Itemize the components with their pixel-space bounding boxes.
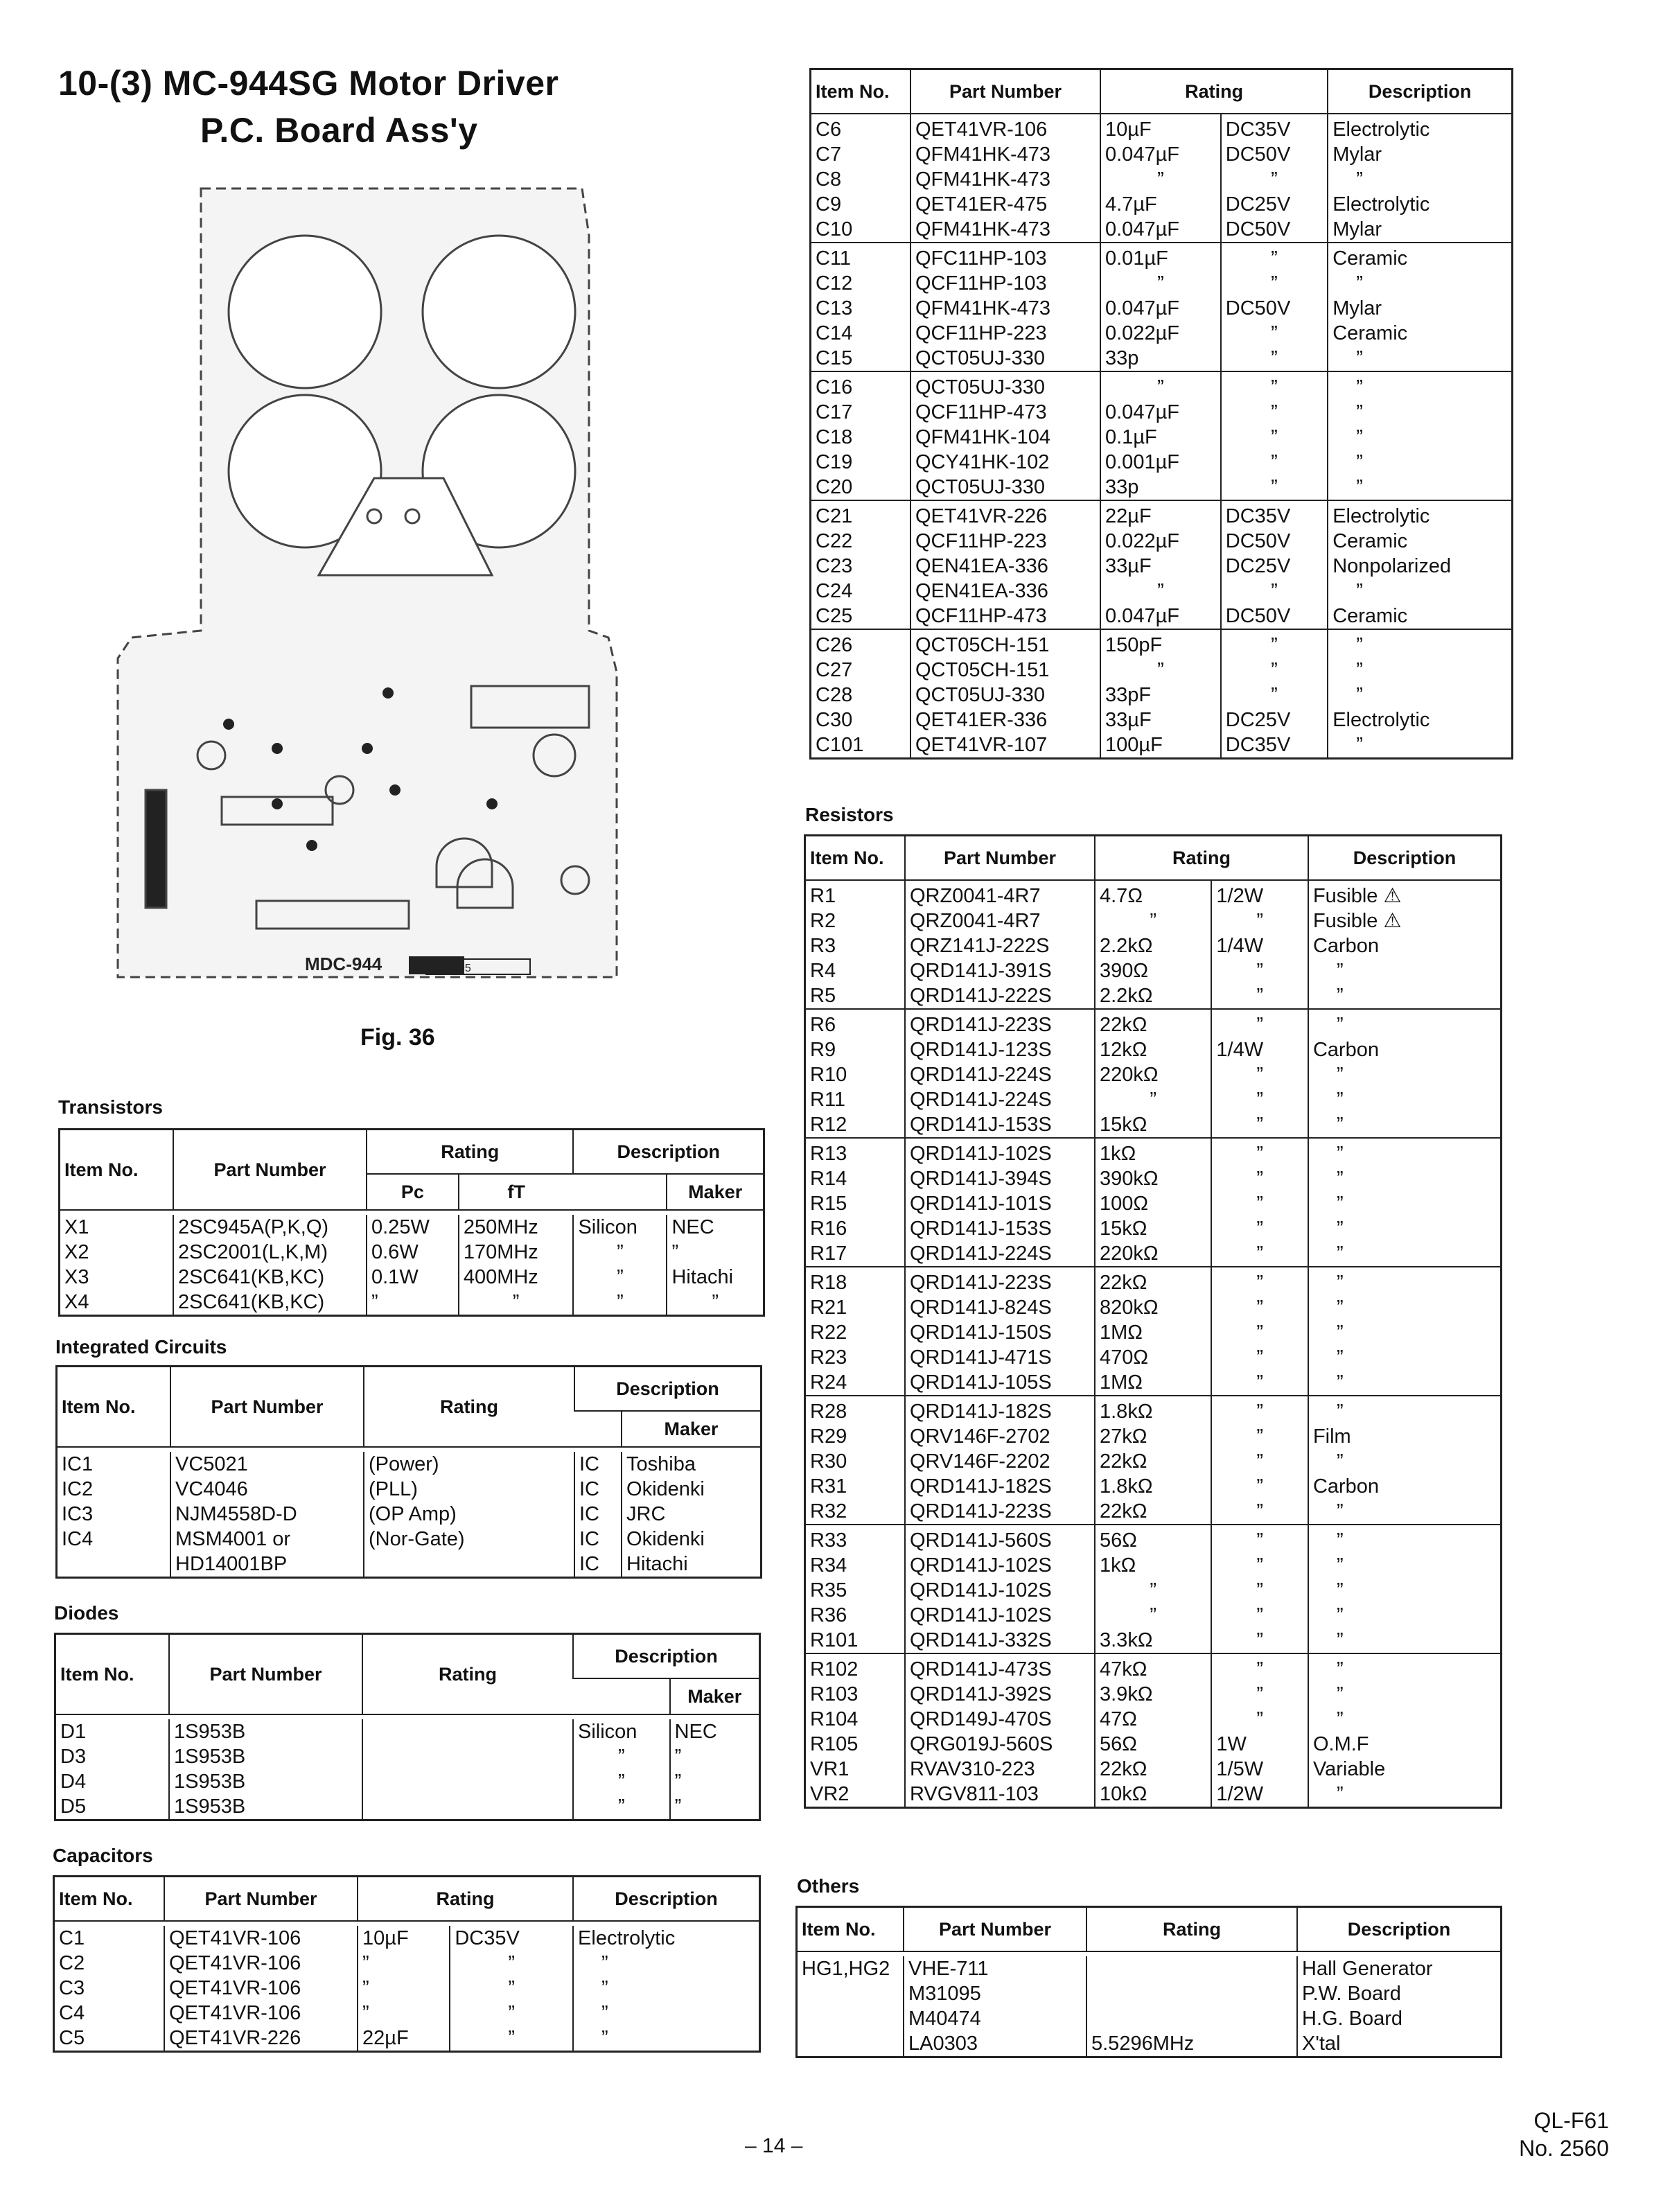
table-row: R34 QRD141J-102S 1kΩ ” ”: [805, 1553, 1502, 1578]
table-row: C7 QFM41HK-473 0.047µF DC50V Mylar: [811, 142, 1513, 167]
table-row: C26 QCT05CH-151 150pF ” ”: [811, 629, 1513, 658]
page-number: – 14 –: [745, 2134, 803, 2157]
footer: [1519, 2107, 1609, 2162]
table-row: R32 QRD141J-223S 22kΩ ” ”: [805, 1499, 1502, 1525]
th-part: Part Number: [173, 1130, 367, 1211]
table-row: R9 QRD141J-123S 12kΩ 1/4W Carbon: [805, 1037, 1502, 1062]
table-row: HD14001BP IC Hitachi: [57, 1552, 762, 1578]
transistors-table: [58, 1128, 765, 1317]
table-row: C101 QET41VR-107 100µF DC35V ”: [811, 732, 1513, 759]
table-row: C22 QCF11HP-223 0.022µF DC50V Ceramic: [811, 529, 1513, 554]
table-row: C20 QCT05UJ-330 33p ” ”: [811, 475, 1513, 500]
table-row: C16 QCT05UJ-330 ” ” ”: [811, 371, 1513, 400]
table-row: R14 QRD141J-394S 390kΩ ” ”: [805, 1166, 1502, 1191]
table-row: R21 QRD141J-824S 820kΩ ” ”: [805, 1295, 1502, 1320]
table-row: R35 QRD141J-102S ” ” ”: [805, 1578, 1502, 1603]
table-row: C8 QFM41HK-473 ” ” ”: [811, 167, 1513, 192]
resistors-label: Resistors: [805, 804, 894, 825]
table-row: C27 QCT05CH-151 ” ” ”: [811, 658, 1513, 683]
table-row: R33 QRD141J-560S 56Ω ” ”: [805, 1525, 1502, 1553]
table-row: R24 QRD141J-105S 1MΩ ” ”: [805, 1370, 1502, 1396]
table-row: IC3 NJM4558D-D (OP Amp) IC JRC: [57, 1502, 762, 1527]
ics-label: Integrated Circuits: [55, 1336, 227, 1358]
table-row: R13 QRD141J-102S 1kΩ ” ”: [805, 1138, 1502, 1166]
table-row: R16 QRD141J-153S 15kΩ ” ”: [805, 1216, 1502, 1241]
table-row: R4 QRD141J-391S 390Ω ” ”: [805, 958, 1502, 983]
resistors-table: Item No. Part Number Rating Description R1 QRZ0041-4R7 4.7Ω 1/2W Fusible ⚠ R2 QRZ0041-4R7 ” ” Fusible ⚠ R3 QRZ141J-222S 2.2kΩ 1/4W Carbon R4 QRD141J-391S 390Ω ” ” R5 QRD141J-222S 2.2kΩ ” ” R6 QRD141J-223S 22kΩ ” ” R9 QRD141J-123S 12kΩ 1/4W Carbon R10 QRD141J-224S 220kΩ ” ” R11 QRD141J-224S ” ” ” R12 QRD141J-153S 15kΩ ” ” R13 QRD141J-102S 1kΩ ” ” R14 QRD141J-394S 390kΩ ” ” R15 QRD141J-101S 100Ω ” ” R16 QRD141J-153S 15kΩ ” ” R17 QRD141J-224S 220kΩ ” ” R18 QRD141J-223S 22kΩ ” ” R21 QRD141J-824S 820kΩ ” ” R22 QRD141J-150S 1MΩ ” ” R23 QRD141J-471S 470Ω ” ” R24 QRD141J-105S 1MΩ ” ” R28 QRD141J-182S 1.8kΩ ” ” R29 QRV146F-2702 27kΩ ” Film R30 QRV146F-2202 22kΩ ” ” R31 QRD141J-182S 1.8kΩ ” Carbon R32 QRD141J-223S 22kΩ ” ” R33 QRD141J-560S 56Ω ” ” R34 QRD141J-102S 1kΩ ” ” R35 QRD141J-102S ” ” ” R36 QRD141J-102S ” ” ” R101 QRD141J-332S 3.3kΩ ” ” R102 QRD141J-473S 47kΩ ” ” R103 QRD141J-392S 3.9kΩ ” ” R104 QRD149J-470S 47Ω ” ” R105 QRG019J-560S 56Ω 1W O.M.F VR1 RVAV310-223 22kΩ 1/5W Variable VR2 RVGV811-103 10kΩ 1/2W ”: [804, 834, 1502, 1809]
table-row: R22 QRD141J-150S 1MΩ ” ”: [805, 1320, 1502, 1345]
th-desc: Description: [573, 1130, 764, 1175]
table-row: C14 QCF11HP-223 0.022µF ” Ceramic: [811, 321, 1513, 346]
table-row: R6 QRD141J-223S 22kΩ ” ”: [805, 1009, 1502, 1037]
table-row: C18 QFM41HK-104 0.1µF ” ”: [811, 425, 1513, 450]
table-row: C1 QET41VR-106 10µF DC35V Electrolytic: [54, 1926, 760, 1951]
diodes-table: Item No. Part Number Rating Description Maker D1 1S953B Silicon NEC D3 1S953B ” ” D4 1S953B ” ” D5 1S953B ” ”: [54, 1633, 761, 1821]
table-row: C21 QET41VR-226 22µF DC35V Electrolytic: [811, 500, 1513, 529]
table-row: C6 QET41VR-106 10µF DC35V Electrolytic: [811, 114, 1513, 142]
table-row: R11 QRD141J-224S ” ” ”: [805, 1087, 1502, 1112]
table-row: C13 QFM41HK-473 0.047µF DC50V Mylar: [811, 296, 1513, 321]
board-label: MDC-944: [305, 954, 382, 974]
table-row: C17 QCF11HP-473 0.047µF ” ”: [811, 400, 1513, 425]
table-row: R30 QRV146F-2202 22kΩ ” ”: [805, 1449, 1502, 1474]
table-row: C23 QEN41EA-336 33µF DC25V Nonpolarized: [811, 554, 1513, 579]
others-table: Item No. Part Number Rating Description HG1,HG2 VHE-711 Hall Generator M31095 P.W. Board M40474 H.G. Board LA0303 5.5296MHz X'tal: [795, 1906, 1502, 2058]
table-row: R15 QRD141J-101S 100Ω ” ”: [805, 1191, 1502, 1216]
table-row: R102 QRD141J-473S 47kΩ ” ”: [805, 1653, 1502, 1682]
th-rating: Rating: [367, 1130, 573, 1175]
table-row: R105 QRG019J-560S 56Ω 1W O.M.F: [805, 1732, 1502, 1757]
table-row: R29 QRV146F-2702 27kΩ ” Film: [805, 1424, 1502, 1449]
transistors-label: Transistors: [58, 1096, 163, 1118]
table-row: R23 QRD141J-471S 470Ω ” ”: [805, 1345, 1502, 1370]
footer-model: QL-F61: [1533, 2108, 1609, 2133]
table-row: C11 QFC11HP-103 0.01µF ” Ceramic: [811, 243, 1513, 271]
table-row: R36 QRD141J-102S ” ” ”: [805, 1603, 1502, 1628]
table-row: X4 2SC641(KB,KC) ” ” ” ”: [60, 1290, 764, 1316]
table-row: R17 QRD141J-224S 220kΩ ” ”: [805, 1241, 1502, 1267]
table-row: R103 QRD141J-392S 3.9kΩ ” ”: [805, 1682, 1502, 1707]
table-row: IC1 VC5021 (Power) IC Toshiba: [57, 1452, 762, 1477]
board-code: M31095: [431, 963, 471, 974]
others-label: Others: [797, 1875, 860, 1897]
table-row: C10 QFM41HK-473 0.047µF DC50V Mylar: [811, 217, 1513, 243]
table-row: C19 QCY41HK-102 0.001µF ” ”: [811, 450, 1513, 475]
table-row: R2 QRZ0041-4R7 ” ” Fusible ⚠: [805, 909, 1502, 933]
capacitors-table-right: Item No. Part Number Rating Description C6 QET41VR-106 10µF DC35V Electrolytic C7 QFM41HK-473 0.047µF DC50V Mylar C8 QFM41HK-473 ” ” ” C9 QET41ER-475 4.7µF DC25V Electrolytic C10 QFM41HK-473 0.047µF DC50V Mylar C11 QFC11HP-103 0.01µF ” Ceramic C12 QCF11HP-103 ” ” ” C13 QFM41HK-473 0.047µF DC50V Mylar C14 QCF11HP-223 0.022µF ” Ceramic C15 QCT05UJ-330 33p ” ” C16 QCT05UJ-330 ” ” ” C17 QCF11HP-473 0.047µF ” ” C18 QFM41HK-104 0.1µF ” ” C19 QCY41HK-102 0.001µF ” ” C20 QCT05UJ-330 33p ” ” C21 QET41VR-226 22µF DC35V Electrolytic C22 QCF11HP-223 0.022µF DC50V Ceramic C23 QEN41EA-336 33µF DC25V Nonpolarized C24 QEN41EA-336 ” ” ” C25 QCF11HP-473 0.047µF DC50V Ceramic C26 QCT05CH-151 150pF ” ” C27 QCT05CH-151 ” ” ” C28 QCT05UJ-330 33pF ” ” C30 QET41ER-336 33µF DC25V Electrolytic C101 QET41VR-107 100µF DC35V ”: [809, 68, 1513, 760]
table-row: C5 QET41VR-226 22µF ” ”: [54, 2026, 760, 2052]
table-row: R18 QRD141J-223S 22kΩ ” ”: [805, 1267, 1502, 1295]
table-row: R3 QRZ141J-222S 2.2kΩ 1/4W Carbon: [805, 933, 1502, 958]
table-row: M40474 H.G. Board: [797, 2006, 1502, 2031]
table-row: C28 QCT05UJ-330 33pF ” ”: [811, 683, 1513, 708]
capacitors-table-left: Item No. Part Number Rating Description C1 QET41VR-106 10µF DC35V Electrolytic C2 QET41VR-106 ” ” ” C3 QET41VR-106 ” ” ” C4 QET41VR-106 ” ” ” C5 QET41VR-226 22µF ” ”: [53, 1875, 761, 2053]
table-row: C30 QET41ER-336 33µF DC25V Electrolytic: [811, 708, 1513, 732]
table-row: X2 2SC2001(L,K,M) 0.6W 170MHz ” ”: [60, 1240, 764, 1265]
title-line1: 10-(3) MC-944SG Motor Driver: [58, 64, 559, 103]
footer-doc-no: No. 2560: [1519, 2136, 1609, 2161]
table-row: IC2 VC4046 (PLL) IC Okidenki: [57, 1477, 762, 1502]
table-row: R28 QRD141J-182S 1.8kΩ ” ”: [805, 1396, 1502, 1424]
table-row: VR1 RVAV310-223 22kΩ 1/5W Variable: [805, 1757, 1502, 1782]
table-row: C4 QET41VR-106 ” ” ”: [54, 2001, 760, 2026]
figure-caption: Fig. 36: [360, 1024, 435, 1051]
table-row: X1 2SC945A(P,K,Q) 0.25W 250MHz Silicon NEC: [60, 1215, 764, 1240]
table-row: R5 QRD141J-222S 2.2kΩ ” ”: [805, 983, 1502, 1009]
table-row: C12 QCF11HP-103 ” ” ”: [811, 271, 1513, 296]
th-ft: fT: [459, 1174, 574, 1210]
table-row: HG1,HG2 VHE-711 Hall Generator: [797, 1956, 1502, 1981]
th-maker: Maker: [667, 1174, 764, 1210]
table-row: R12 QRD141J-153S 15kΩ ” ”: [805, 1112, 1502, 1138]
page-title: [58, 60, 559, 154]
table-row: VR2 RVGV811-103 10kΩ 1/2W ”: [805, 1782, 1502, 1808]
table-row: X3 2SC641(KB,KC) 0.1W 400MHz ” Hitachi: [60, 1265, 764, 1290]
table-row: D3 1S953B ” ”: [55, 1744, 760, 1769]
table-row: M31095 P.W. Board: [797, 1981, 1502, 2006]
table-row: R101 QRD141J-332S 3.3kΩ ” ”: [805, 1628, 1502, 1653]
table-row: D4 1S953B ” ”: [55, 1769, 760, 1794]
table-row: C3 QET41VR-106 ” ” ”: [54, 1976, 760, 2001]
table-row: R1 QRZ0041-4R7 4.7Ω 1/2W Fusible ⚠: [805, 880, 1502, 909]
diodes-label: Diodes: [54, 1602, 119, 1624]
table-row: C9 QET41ER-475 4.7µF DC25V Electrolytic: [811, 192, 1513, 217]
pcb-diagram: [104, 187, 631, 1005]
table-row: C24 QEN41EA-336 ” ” ”: [811, 579, 1513, 604]
table-row: IC4 MSM4001 or (Nor-Gate) IC Okidenki: [57, 1527, 762, 1552]
table-row: C2 QET41VR-106 ” ” ”: [54, 1951, 760, 1976]
table-row: R104 QRD149J-470S 47Ω ” ”: [805, 1707, 1502, 1732]
table-row: R31 QRD141J-182S 1.8kΩ ” Carbon: [805, 1474, 1502, 1499]
table-row: D5 1S953B ” ”: [55, 1794, 760, 1820]
th-pc: Pc: [367, 1174, 459, 1210]
table-row: D1 1S953B Silicon NEC: [55, 1719, 760, 1744]
table-row: LA0303 5.5296MHz X'tal: [797, 2031, 1502, 2057]
ics-table: Item No. Part Number Rating Description Maker IC1 VC5021 (Power) IC Toshiba IC2 VC4046 (PLL) IC Okidenki IC3 NJM4558D-D (OP Amp) IC JRC IC4 MSM4001 or (Nor-Gate) IC Okidenki HD14001BP IC Hitachi: [55, 1365, 762, 1579]
table-row: C25 QCF11HP-473 0.047µF DC50V Ceramic: [811, 604, 1513, 629]
th-item: Item No.: [64, 1159, 139, 1180]
table-row: C15 QCT05UJ-330 33p ” ”: [811, 346, 1513, 371]
capacitors-label: Capacitors: [53, 1845, 153, 1866]
title-line2: P.C. Board Ass'y: [200, 111, 478, 150]
table-row: R10 QRD141J-224S 220kΩ ” ”: [805, 1062, 1502, 1087]
